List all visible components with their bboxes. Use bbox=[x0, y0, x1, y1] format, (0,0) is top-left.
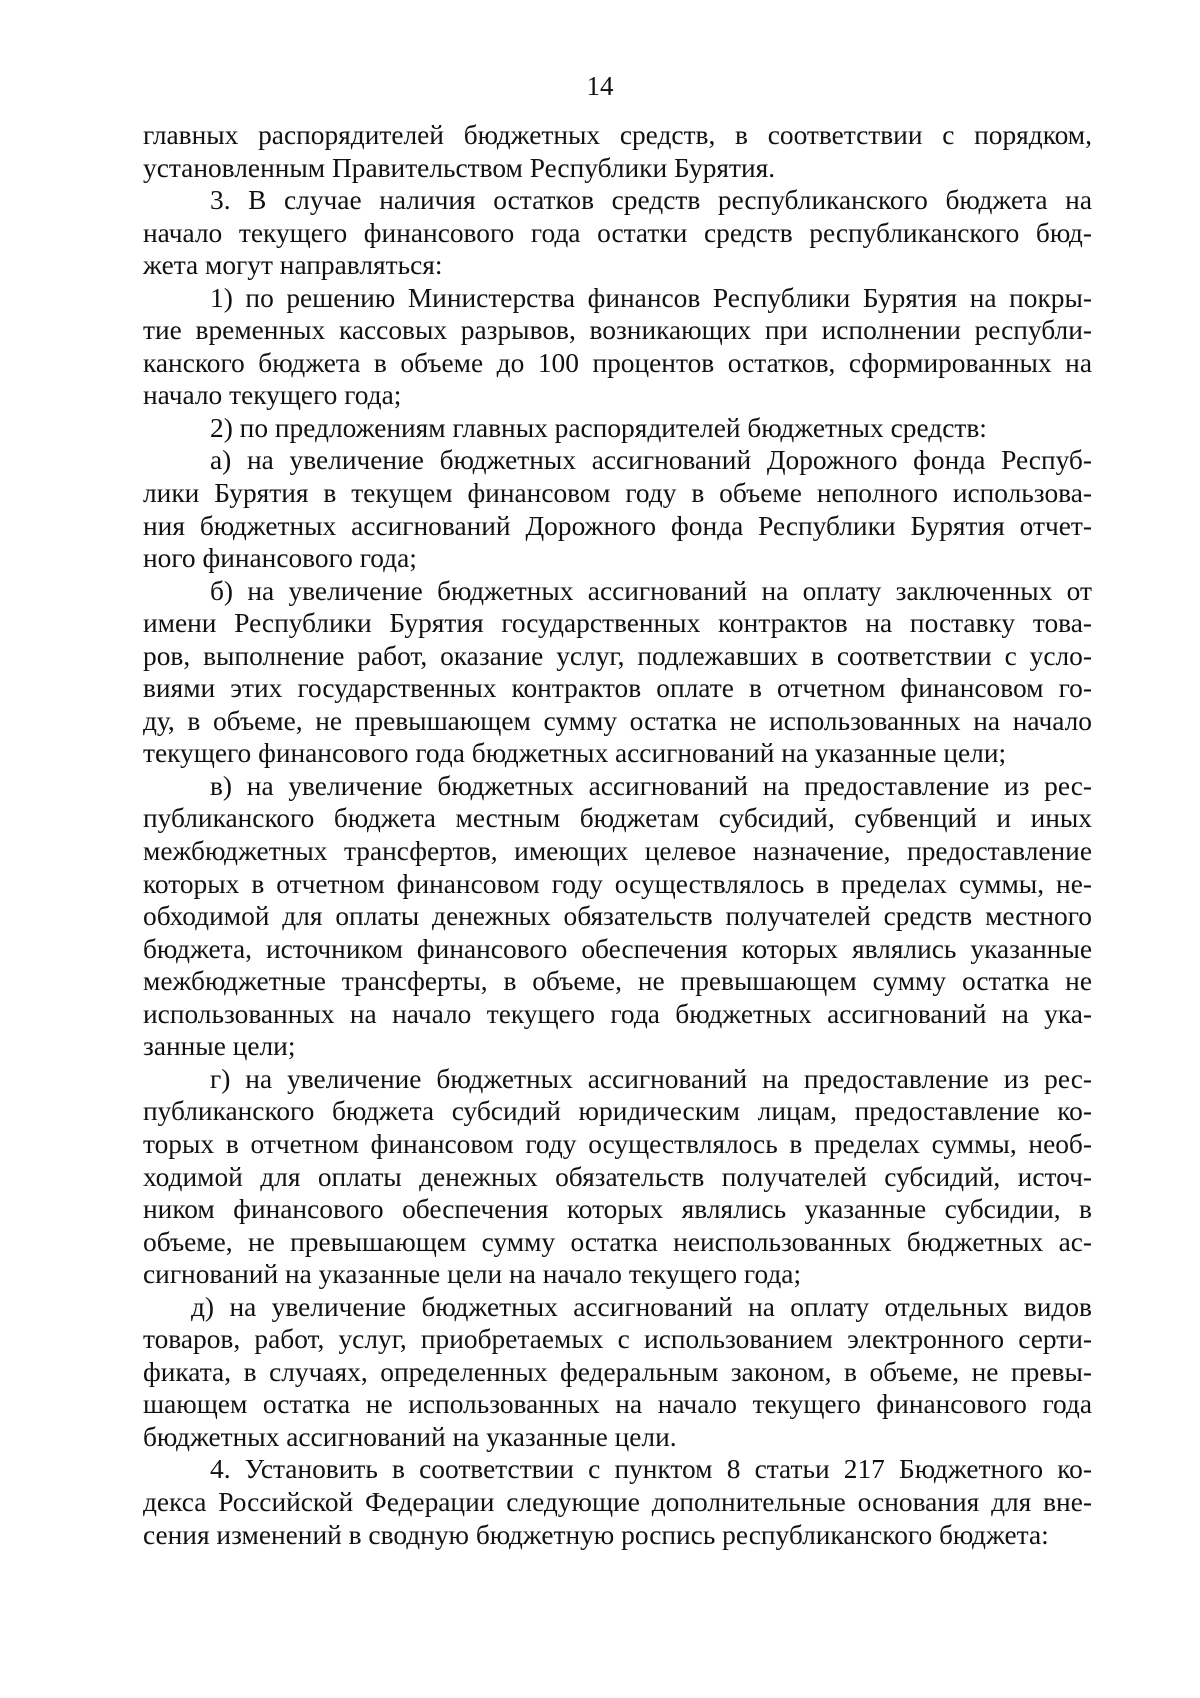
text-line: 1) по решению Министерства финансов Республики Бурятия на покры- bbox=[210, 282, 1092, 313]
text-line: объеме, не превышающем сумму остатка неиспользованных бюджетных ас- bbox=[143, 1226, 1092, 1257]
text-line: межбюджетные трансферты, в объеме, не превышающем сумму остатка не bbox=[143, 966, 1092, 997]
text-line: ником финансового обеспечения которых являлись указанные субсидии, в bbox=[143, 1194, 1092, 1225]
text-line: товаров, работ, услуг, приобретаемых с использованием электронного серти- bbox=[143, 1324, 1092, 1355]
text-line: начало текущего финансового года остатки средств республиканского бюд- bbox=[143, 217, 1092, 248]
text-line: ду, в объеме, не превышающем сумму остатка не использованных на начало bbox=[143, 705, 1092, 736]
text-line: начало текущего года; bbox=[143, 380, 402, 411]
text-line: публиканского бюджета субсидий юридическим лицам, предоставление ко- bbox=[143, 1096, 1092, 1127]
text-line: установленным Правительством Республики Бурятия. bbox=[143, 152, 776, 183]
text-line: ния бюджетных ассигнований Дорожного фонда Республики Бурятия отчет- bbox=[143, 510, 1092, 541]
text-line: виями этих государственных контрактов оплате в отчетном финансовом го- bbox=[143, 673, 1092, 704]
text-line: публиканского бюджета местным бюджетам субсидий, субвенций и иных bbox=[143, 803, 1092, 834]
text-line: сигнований на указанные цели на начало текущего года; bbox=[143, 1259, 802, 1290]
text-line: декса Российской Федерации следующие дополнительные основания для вне- bbox=[143, 1486, 1092, 1517]
text-line: обходимой для оплаты денежных обязательств получателей средств местного bbox=[143, 901, 1092, 932]
text-line: межбюджетных трансфертов, имеющих целевое назначение, предоставление bbox=[143, 836, 1092, 867]
text-line: текущего финансового года бюджетных ассигнований на указанные цели; bbox=[143, 738, 1007, 769]
text-line: 2) по предложениям главных распорядителей бюджетных средств: bbox=[210, 412, 987, 443]
text-line: торых в отчетном финансовом году осуществлялось в пределах суммы, необ- bbox=[143, 1128, 1092, 1159]
text-line: лики Бурятия в текущем финансовом году в объеме неполного использова- bbox=[143, 478, 1092, 509]
document-body bbox=[143, 119, 1092, 1551]
text-line: тие временных кассовых разрывов, возникающих при исполнении республи- bbox=[143, 315, 1092, 346]
text-line: имени Республики Бурятия государственных контрактов на поставку това- bbox=[143, 608, 1092, 639]
text-line: шающем остатка не использованных на начало текущего финансового года bbox=[143, 1389, 1092, 1420]
text-line: фиката, в случаях, определенных федеральным законом, в объеме, не превы- bbox=[143, 1356, 1092, 1387]
page-number: 14 bbox=[586, 71, 614, 101]
text-line: главных распорядителей бюджетных средств, в соответствии с порядком, bbox=[143, 120, 1092, 150]
text-line: ного финансового года; bbox=[143, 543, 417, 574]
text-line: д) на увеличение бюджетных ассигнований на оплату отдельных видов bbox=[191, 1291, 1092, 1322]
text-line: бюджета, источником финансового обеспечения которых являлись указанные bbox=[143, 933, 1092, 964]
text-line: занные цели; bbox=[143, 1031, 296, 1062]
text-line: использованных на начало текущего года бюджетных ассигнований на ука- bbox=[143, 998, 1092, 1029]
text-line: 4. Установить в соответствии с пунктом 8 статьи 217 Бюджетного ко- bbox=[210, 1454, 1092, 1485]
text-line: 3. В случае наличия остатков средств республиканского бюджета на bbox=[210, 185, 1092, 216]
text-line: а) на увеличение бюджетных ассигнований Дорожного фонда Респуб- bbox=[210, 445, 1092, 476]
text-line: в) на увеличение бюджетных ассигнований на предоставление из рес- bbox=[210, 770, 1092, 801]
text-line: жета могут направляться: bbox=[143, 250, 443, 281]
text-line: сения изменений в сводную бюджетную роспись республиканского бюджета: bbox=[143, 1519, 1049, 1550]
text-line: бюджетных ассигнований на указанные цели. bbox=[143, 1421, 677, 1452]
text-line: которых в отчетном финансовом году осуществлялось в пределах суммы, не- bbox=[143, 868, 1092, 899]
text-line: ходимой для оплаты денежных обязательств получателей субсидий, источ- bbox=[143, 1161, 1092, 1192]
text-line: б) на увеличение бюджетных ассигнований на оплату заключенных от bbox=[210, 575, 1092, 606]
text-line: канского бюджета в объеме до 100 процентов остатков, сформированных на bbox=[143, 347, 1092, 378]
text-line: ров, выполнение работ, оказание услуг, подлежавших в соответствии с усло- bbox=[143, 640, 1092, 671]
text-line: г) на увеличение бюджетных ассигнований на предоставление из рес- bbox=[210, 1063, 1092, 1094]
